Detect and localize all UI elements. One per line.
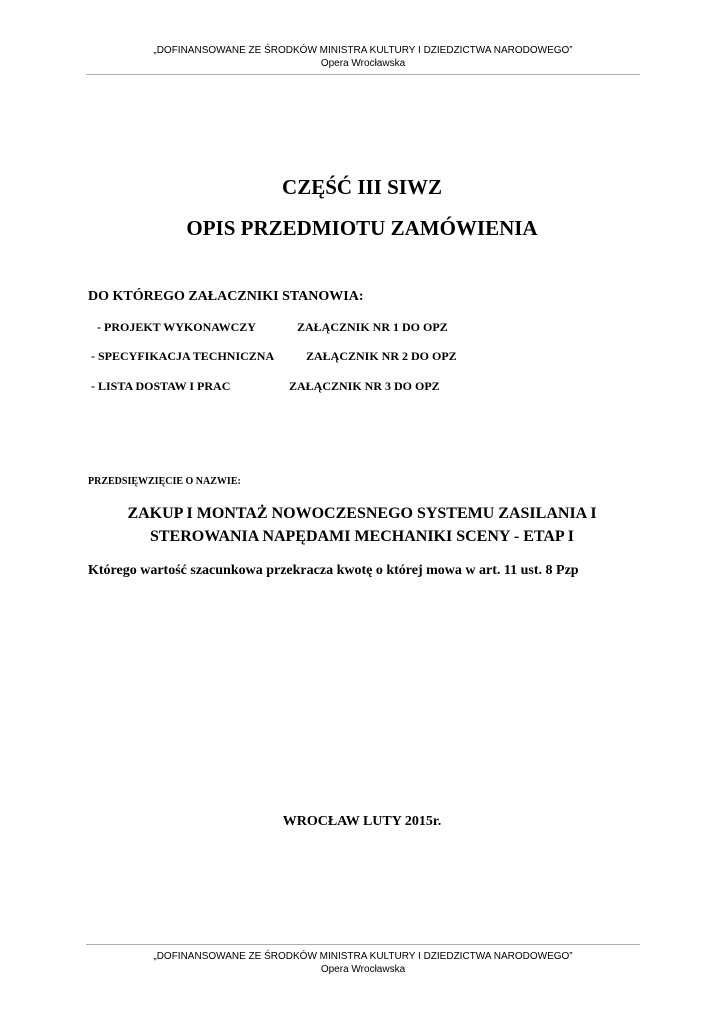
project-label: PRZEDSIĘWZIĘCIE O NAZWIE: — [88, 476, 241, 487]
header-divider — [86, 74, 640, 75]
attachment-2-name: - SPECYFIKACJA TECHNICZNA — [91, 349, 275, 363]
attachments-heading: DO KTÓREGO ZAŁACZNIKI STANOWIA: — [88, 289, 364, 304]
attachment-2-ref: ZAŁĄCZNIK NR 2 DO OPZ — [306, 349, 457, 363]
document-part-title: CZĘŚĆ III SIWZ — [282, 175, 442, 199]
project-title — [0, 502, 724, 548]
attachment-1-ref: ZAŁĄCZNIK NR 1 DO OPZ — [297, 320, 448, 334]
attachment-1-name: - PROJEKT WYKONAWCZY — [97, 320, 256, 334]
header-institution: Opera Wrocławska — [320, 58, 406, 69]
page-footer — [86, 950, 640, 976]
document-subject-title: OPIS PRZEDMIOTU ZAMÓWIENIA — [186, 216, 538, 240]
place-and-date: WROCŁAW LUTY 2015r. — [282, 814, 442, 829]
page-header — [86, 44, 640, 70]
footer-institution: Opera Wrocławska — [320, 964, 406, 975]
attachment-3-name: - LISTA DOSTAW I PRAC — [91, 379, 231, 393]
footer-divider — [86, 944, 640, 945]
footer-funding-note: „DOFINANSOWANE ZE ŚRODKÓW MINISTRA KULTURY I DZIEDZICTWA NARODOWEGO” — [153, 951, 573, 962]
project-title-line-2: STEROWANIA NAPĘDAMI MECHANIKI SCENY - ETAP I — [149, 528, 575, 545]
header-funding-note: „DOFINANSOWANE ZE ŚRODKÓW MINISTRA KULTURY I DZIEDZICTWA NARODOWEGO” — [153, 45, 573, 56]
project-title-line-1: ZAKUP I MONTAŻ NOWOCZESNEGO SYSTEMU ZASILANIA I — [127, 505, 597, 522]
estimated-value-note: Którego wartość szacunkowa przekracza kwotę o której mowa w art. 11 ust. 8 Pzp — [88, 563, 579, 578]
attachment-3-ref: ZAŁĄCZNIK NR 3 DO OPZ — [289, 379, 440, 393]
